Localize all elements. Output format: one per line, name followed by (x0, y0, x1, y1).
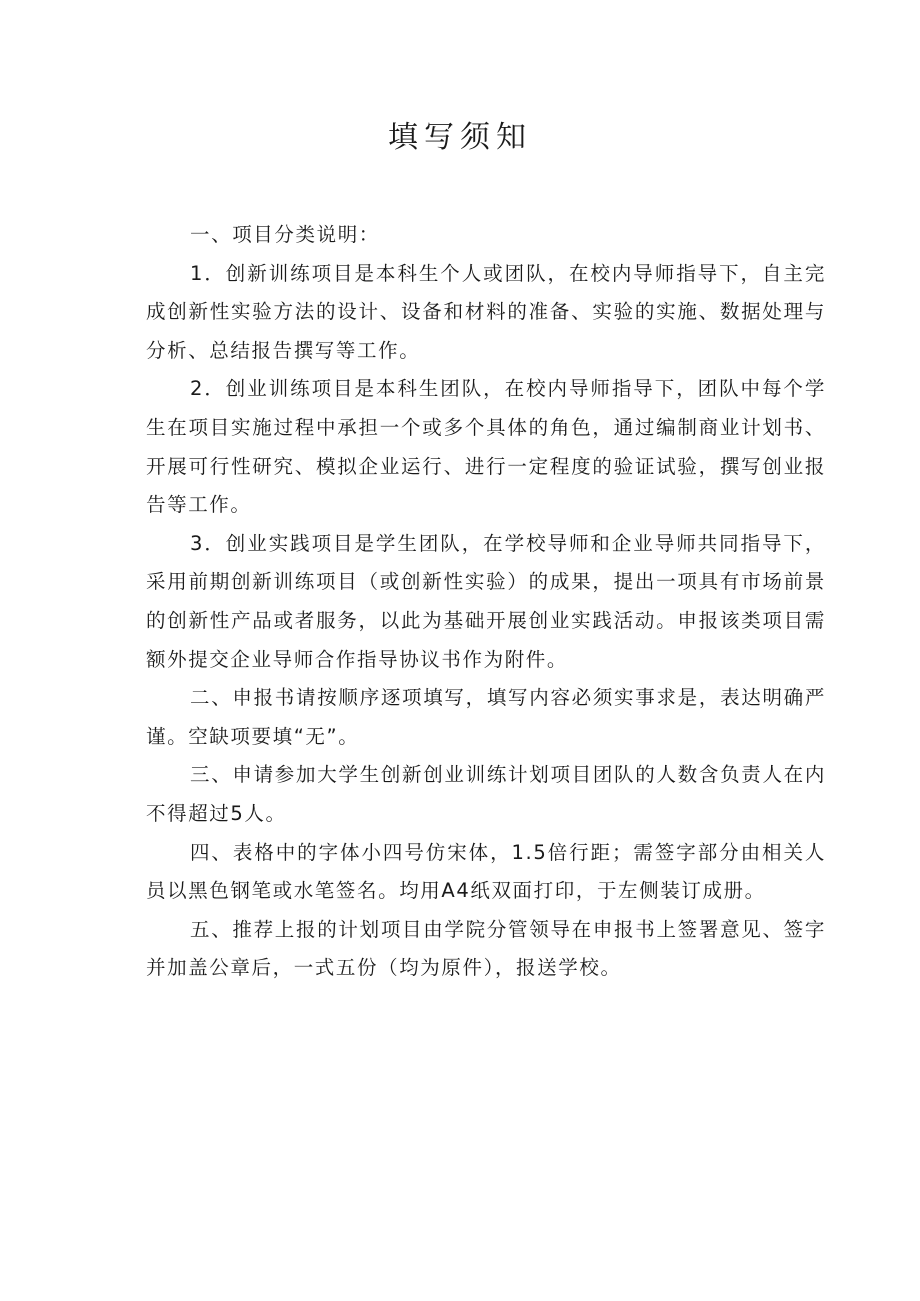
paragraph-format-requirements: 四、表格中的字体小四号仿宋体，1.5倍行距；需签字部分由相关人员以黑色钢笔或水笔签名。均用A4纸双面打印，于左侧装订成册。 (146, 840, 826, 903)
paragraph-fill-in-order: 二、申报书请按顺序逐项填写，填写内容必须实事求是，表达明确严谨。空缺项要填“无”。 (146, 686, 826, 748)
paragraph-entrepreneurship-training: 2．创业训练项目是本科生团队，在校内导师指导下，团队中每个学生在项目实施过程中承担一个或多个具体的角色，通过编制商业计划书、开展可行性研究、模拟企业运行、进行一定程度的验证试验，撰写创业报告等工作。 (146, 377, 826, 517)
paragraph-innovation-training: 1．创新训练项目是本科生个人或团队，在校内导师指导下，自主完成创新性实验方法的设计、设备和材料的准备、实验的实施、数据处理与分析、总结报告撰写等工作。 (146, 261, 826, 362)
paragraph-entrepreneurship-practice: 3．创业实践项目是学生团队，在学校导师和企业导师共同指导下，采用前期创新训练项目（或创新性实验）的成果，提出一项具有市场前景的创新性产品或者服务，以此为基础开展创业实践活动。申报该类项目需额外提交企业导师合作指导协议书作为附件。 (146, 531, 826, 671)
paragraph-team-size: 三、申请参加大学生创新创业训练计划项目团队的人数含负责人在内不得超过5人。 (146, 763, 826, 825)
page-title: 填写须知 (388, 120, 532, 155)
section-heading-project-classification: 一、项目分类说明： (190, 223, 380, 246)
instructions-body (146, 216, 826, 988)
paragraph-submission: 五、推荐上报的计划项目由学院分管领导在申报书上签署意见、签字并加盖公章后，一式五份（均为原件），报送学校。 (146, 917, 826, 980)
